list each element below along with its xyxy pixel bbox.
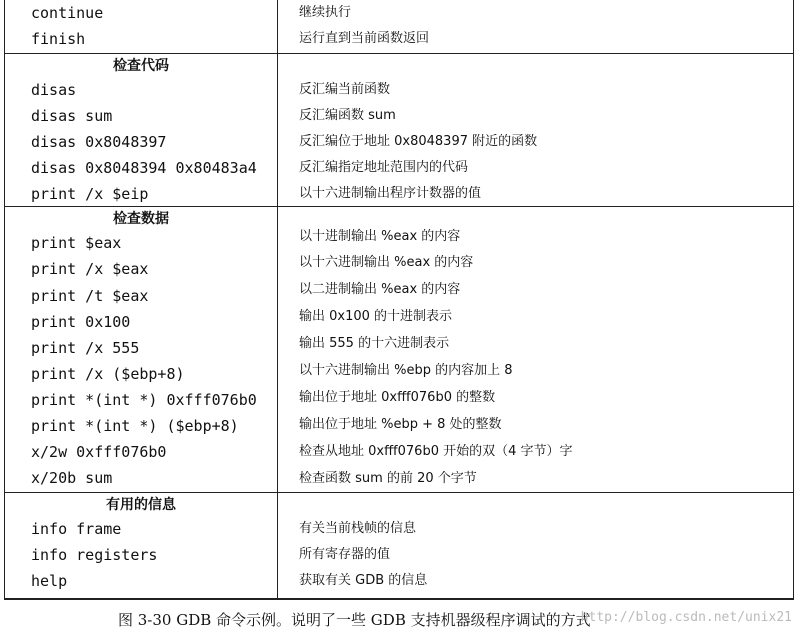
table-row — [5, 568, 793, 594]
description-cell: 以十六进制输出 %eax 的内容 — [299, 255, 474, 270]
table-row — [5, 26, 793, 52]
command-cell: print *(int *) ($ebp+8) — [31, 417, 239, 435]
command-cell: print /t $eax — [31, 287, 149, 305]
description-cell: 以十六进制输出 %ebp 的内容加上 8 — [299, 363, 513, 378]
command-cell: x/20b sum — [31, 469, 113, 487]
section-header-code: 检查代码 — [113, 58, 169, 74]
command-cell: print $eax — [31, 234, 122, 252]
table-row — [5, 155, 793, 181]
description-cell: 有关当前栈帧的信息 — [299, 521, 417, 536]
table-row — [5, 542, 793, 568]
description-cell: 以十进制输出 %eax 的内容 — [299, 229, 461, 244]
table-row — [5, 516, 793, 542]
command-cell: finish — [31, 30, 86, 48]
description-cell: 运行直到当前函数返回 — [299, 31, 430, 46]
command-cell: print /x ($ebp+8) — [31, 365, 185, 383]
command-cell: print /x $eax — [31, 260, 149, 278]
table-row — [5, 387, 793, 413]
command-cell: info frame — [31, 520, 122, 538]
description-cell: 反汇编函数 sum — [299, 108, 396, 123]
table-row — [5, 413, 793, 439]
description-cell: 输出位于地址 0xfff076b0 的整数 — [299, 390, 496, 405]
description-cell: 所有寄存器的值 — [299, 547, 391, 562]
table-row — [5, 129, 793, 155]
description-cell: 反汇编指定地址范围内的代码 — [299, 160, 469, 175]
command-cell: print *(int *) 0xfff076b0 — [31, 391, 257, 409]
command-cell: print 0x100 — [31, 313, 131, 331]
command-cell: disas — [31, 81, 77, 99]
table-row — [5, 77, 793, 103]
command-cell: info registers — [31, 546, 158, 564]
table-row — [5, 181, 793, 207]
description-cell: 输出 555 的十六进制表示 — [299, 336, 450, 351]
description-cell: 反汇编当前函数 — [299, 82, 391, 97]
figure-caption: 图 3-30 GDB 命令示例。说明了一些 GDB 支持机器级程序调试的方式 — [118, 611, 591, 629]
description-cell: 继续执行 — [299, 5, 352, 20]
watermark-text: http://blog.csdn.net/unix21 — [580, 610, 792, 625]
section-header-data: 检查数据 — [113, 211, 169, 227]
description-cell: 获取有关 GDB 的信息 — [299, 573, 428, 588]
section-header-info: 有用的信息 — [106, 497, 176, 513]
table-row — [5, 361, 793, 387]
gdb-command-table — [4, 0, 794, 600]
command-cell: print /x 555 — [31, 339, 140, 357]
table-row — [5, 465, 793, 491]
description-cell: 输出位于地址 %ebp + 8 处的整数 — [299, 417, 502, 432]
command-cell: disas 0x8048394 0x80483a4 — [31, 159, 257, 177]
description-cell: 输出 0x100 的十进制表示 — [299, 309, 453, 324]
command-cell: disas sum — [31, 107, 113, 125]
command-cell: continue — [31, 4, 104, 22]
command-cell: x/2w 0xfff076b0 — [31, 443, 167, 461]
command-cell: disas 0x8048397 — [31, 133, 167, 151]
table-row — [5, 439, 793, 465]
description-cell: 检查函数 sum 的前 20 个字节 — [299, 471, 477, 486]
table-row — [5, 103, 793, 129]
description-cell: 反汇编位于地址 0x8048397 附近的函数 — [299, 134, 538, 149]
description-cell: 检查从地址 0xfff076b0 开始的双（4 字节）字 — [299, 444, 573, 459]
description-cell: 以十六进制输出程序计数器的值 — [299, 186, 482, 201]
command-cell: help — [31, 572, 68, 590]
table-row — [5, 0, 793, 26]
description-cell: 以二进制输出 %eax 的内容 — [299, 282, 461, 297]
command-cell: print /x $eip — [31, 185, 149, 203]
